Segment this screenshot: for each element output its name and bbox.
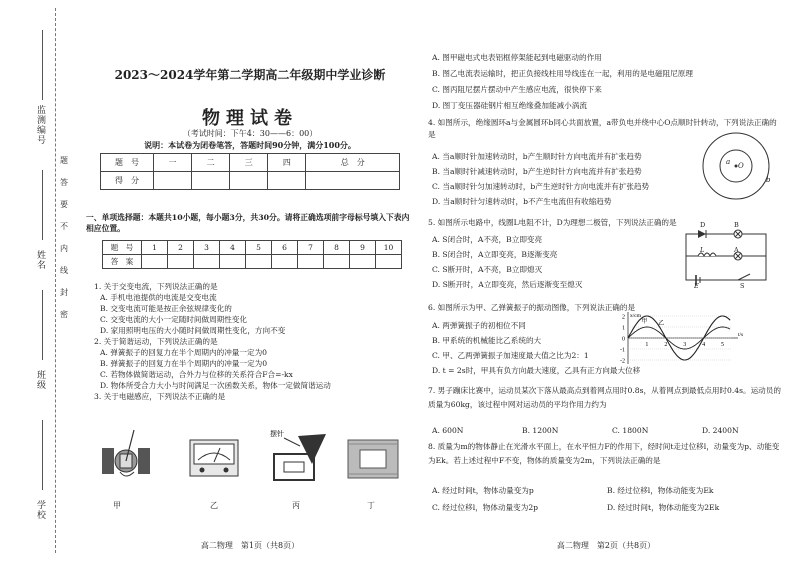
option: C. 1800N — [612, 426, 649, 435]
x-tick-label: 4 — [702, 342, 706, 348]
figure-jia-meter — [102, 430, 150, 476]
option: C. 当a顺时针匀加速转动时，b产生逆时针方向电流并有扩张趋势 — [432, 182, 650, 191]
option: D. 家用照明电压的大小随时间做周期性变化，方向不变 — [100, 326, 286, 335]
y-tick-label: 0 — [622, 336, 625, 343]
question-stem: 3. 关于电磁感应，下列说法不正确的是 — [94, 392, 226, 401]
ring-a-label: a — [726, 158, 731, 166]
subject-title: 物理试卷 — [202, 108, 298, 129]
question-8-stem: 8. 质量为m的物体静止在光滑水平面上，在水平恒力F的作用下，经时间t走过位移l，动量变为p、动能变为Ek。若上述过程中F不变，物体的质量变为2m，下列说法正确的是 — [428, 442, 780, 465]
bulb-a-label: A — [734, 246, 739, 254]
q3-figures — [98, 428, 413, 498]
x-tick-label: 1 — [645, 342, 649, 348]
section-1-heading: 一、单项选择题：本题共10小题，每小题3分，共30分。请将正确选项前字母标号填入下表内相应位置。 — [86, 213, 410, 233]
exam-number-field[interactable] — [42, 30, 43, 100]
answer-cell[interactable] — [194, 255, 220, 269]
question-7-options — [432, 425, 782, 436]
school-field[interactable] — [42, 420, 43, 490]
answer-cell[interactable] — [246, 255, 272, 269]
figure-yi-ammeter — [190, 440, 238, 476]
option: A. S闭合时，A不亮，B立即变亮 — [432, 235, 543, 244]
option: B. 甲系统的机械能比乙系统的大 — [432, 336, 542, 345]
answer-cell[interactable] — [272, 255, 298, 269]
question-6-stem: 6. 如图所示为甲、乙弹簧振子的振动图像，下列说法正确的是 — [428, 303, 636, 312]
option: B. 交变电流可能是按正余弦规律变化的 — [100, 304, 232, 313]
x-tick-label: 2 — [664, 342, 668, 348]
option: A. 两弹簧振子的初相位不同 — [432, 321, 526, 330]
question-7-stem: 7. 男子蹦床比赛中，运动员某次下落从最高点到着网点用时0.8s，从着网点到最低点用时0.4s。运动员的质量为60kg，该过程中网对运动员的平均作用力约为 — [428, 386, 781, 409]
q4-rings-figure — [696, 130, 776, 202]
option: C. 交变电流的大小一定随时间做周期性变化 — [100, 315, 248, 324]
option: C. 经过位移l，物体动量变为2p — [432, 503, 539, 512]
score-cell[interactable] — [268, 172, 306, 190]
pendulum-label: 摆针 — [270, 430, 284, 438]
option: B. 图乙电流表运输时，把正负接线柱用导线连在一起，利用的是电磁阻尼原理 — [432, 69, 693, 78]
x-tick-label: 3 — [683, 342, 687, 348]
fig-label-bing: 丙 — [292, 501, 300, 510]
option: D. 物体所受合力大小与时间满足一次函数关系，物体一定做简谐运动 — [100, 381, 331, 390]
option: C. 图丙阻尼摆片摆动中产生感应电流，很快停下来 — [432, 85, 602, 94]
answer-cell[interactable] — [142, 255, 168, 269]
center-o-label: O — [738, 162, 744, 170]
score-cell[interactable] — [230, 172, 268, 190]
x-tick-label: 5 — [721, 342, 725, 348]
option: B. 经过位移l，物体动能变为Ek — [607, 486, 714, 495]
name-label: 姓名 — [35, 250, 45, 270]
option: D. 当a顺时针匀速转动时，b不产生电流但有收缩趋势 — [432, 197, 612, 206]
option: D. S断开时，A立即变亮，然后逐渐变至熄灭 — [432, 280, 583, 289]
page-1-footer: 高二物理 第1页（共8页） — [200, 541, 300, 550]
question-1 — [94, 281, 414, 402]
y-axis-label: x/cm — [630, 313, 641, 319]
y-tick-label: 1 — [622, 325, 625, 332]
q5-circuit-figure — [678, 222, 778, 290]
option: A. 600N — [432, 426, 464, 435]
exam-time: （考试时间：下午4：30——6：00） — [182, 129, 318, 138]
name-field[interactable] — [42, 170, 43, 240]
answer-cell[interactable] — [298, 255, 324, 269]
page-2-footer: 高二物理 第2页（共8页） — [556, 541, 656, 550]
class-label: 班级 — [35, 370, 45, 390]
fig-label-ding: 丁 — [367, 501, 375, 510]
figure-bing-pendulum — [270, 429, 326, 480]
bulb-b-label: B — [734, 221, 739, 229]
y-tick-label: -2 — [620, 358, 625, 365]
exam-note: 说明：本试卷为闭卷笔答，答题时间90分钟，满分100分。 — [144, 140, 356, 150]
question-5-options — [432, 232, 672, 292]
score-cell[interactable] — [154, 172, 192, 190]
answer-cell[interactable] — [168, 255, 194, 269]
score-table: 题 号 一 二 三 四 总 分 得 分 — [100, 153, 400, 190]
class-field[interactable] — [42, 290, 43, 360]
question-8-options — [432, 482, 782, 516]
question-stem: 1. 关于交变电流，下列说法正确的是 — [94, 282, 218, 291]
option: A. 图甲磁电式电表铝框停架能起到电磁驱动的作用 — [432, 53, 602, 62]
question-5-stem: 5. 如图所示电路中，线圈L电阻不计，D为理想二极管，下列说法正确的是 — [428, 218, 677, 227]
school-label: 学校 — [35, 500, 45, 520]
seal-line-text: 题 答 要 不 内 线 封 密 — [60, 156, 68, 319]
option: D. 2400N — [702, 426, 739, 435]
y-tick-label: -1 — [620, 347, 625, 354]
question-4-stem: 4. 如图所示，绝缘圆环a与金属圆环b同心共面放置，a带负电并绕中心O点顺时针转动，下列说法正确的是 — [428, 118, 777, 139]
source-e-label: E — [694, 282, 699, 290]
option: D. 图丁变压器硅钢片相互绝缘叠加能减小涡流 — [432, 101, 587, 110]
option: A. 经过时间t，物体动量变为p — [432, 486, 534, 495]
question-3-options — [432, 50, 782, 114]
fig-label-jia: 甲 — [113, 501, 121, 510]
diode-label: D — [700, 221, 706, 229]
x-axis-label: t/s — [738, 332, 744, 338]
answer-table: 题 号 1 2 3 4 5 6 7 8 9 10 答 案 — [102, 240, 402, 269]
switch-s-label: S — [740, 282, 745, 290]
coil-l-label: L — [700, 246, 705, 254]
series-label: 甲 — [641, 319, 648, 325]
option: C. 甲、乙两弹簧振子加速度最大值之比为2：1 — [432, 351, 589, 360]
ring-b-label: b — [766, 176, 771, 184]
q6-oscillation-graph — [610, 310, 744, 366]
score-cell[interactable] — [192, 172, 230, 190]
answer-cell[interactable] — [376, 255, 402, 269]
page-1 — [80, 0, 420, 561]
option: A. 手机电池提供的电流是交变电流 — [100, 293, 217, 302]
option: C. S断开时，A不亮，B立即熄灭 — [432, 265, 543, 274]
score-cell[interactable] — [306, 172, 400, 190]
option: D. t = 2s时，甲具有负方向最大速度，乙具有正方向最大位移 — [432, 366, 641, 375]
option: B. S闭合时，A立即变亮，B逐渐变亮 — [432, 250, 558, 259]
series-label: 乙 — [658, 321, 665, 327]
option: B. 1200N — [522, 426, 559, 435]
option: B. 弹簧振子的回复力在半个周期内的冲量一定为0 — [100, 359, 268, 368]
option: D. 经过时间t，物体动能变为2Ek — [607, 503, 720, 512]
figure-ding-core — [348, 440, 398, 478]
fig-label-yi: 乙 — [210, 501, 218, 510]
seal-dashed-line — [55, 8, 56, 553]
exam-number-label: 监测编号 — [35, 105, 45, 145]
binding-column — [0, 0, 70, 561]
question-4-options — [432, 149, 692, 209]
option: C. 若物体做简谐运动，合外力与位移的关系符合F合=-kx — [100, 370, 293, 379]
answer-cell[interactable] — [324, 255, 350, 269]
answer-cell[interactable] — [350, 255, 376, 269]
answer-cell[interactable] — [220, 255, 246, 269]
page-2 — [428, 0, 788, 561]
option: A. 当a顺时针加速转动时，b产生顺时针方向电流并有扩张趋势 — [432, 152, 642, 161]
y-tick-label: 2 — [622, 314, 625, 321]
exam-title: 2023～2024学年第二学期高二年级期中学业诊断 — [114, 68, 386, 82]
question-stem: 2. 关于简谐运动，下列说法正确的是 — [94, 337, 218, 346]
question-6-options — [432, 318, 641, 378]
option: B. 当a顺时针减速转动时，b产生逆时针方向电流并有扩张趋势 — [432, 167, 642, 176]
option: A. 弹簧振子的回复力在半个周期内的冲量一定为0 — [100, 348, 268, 357]
